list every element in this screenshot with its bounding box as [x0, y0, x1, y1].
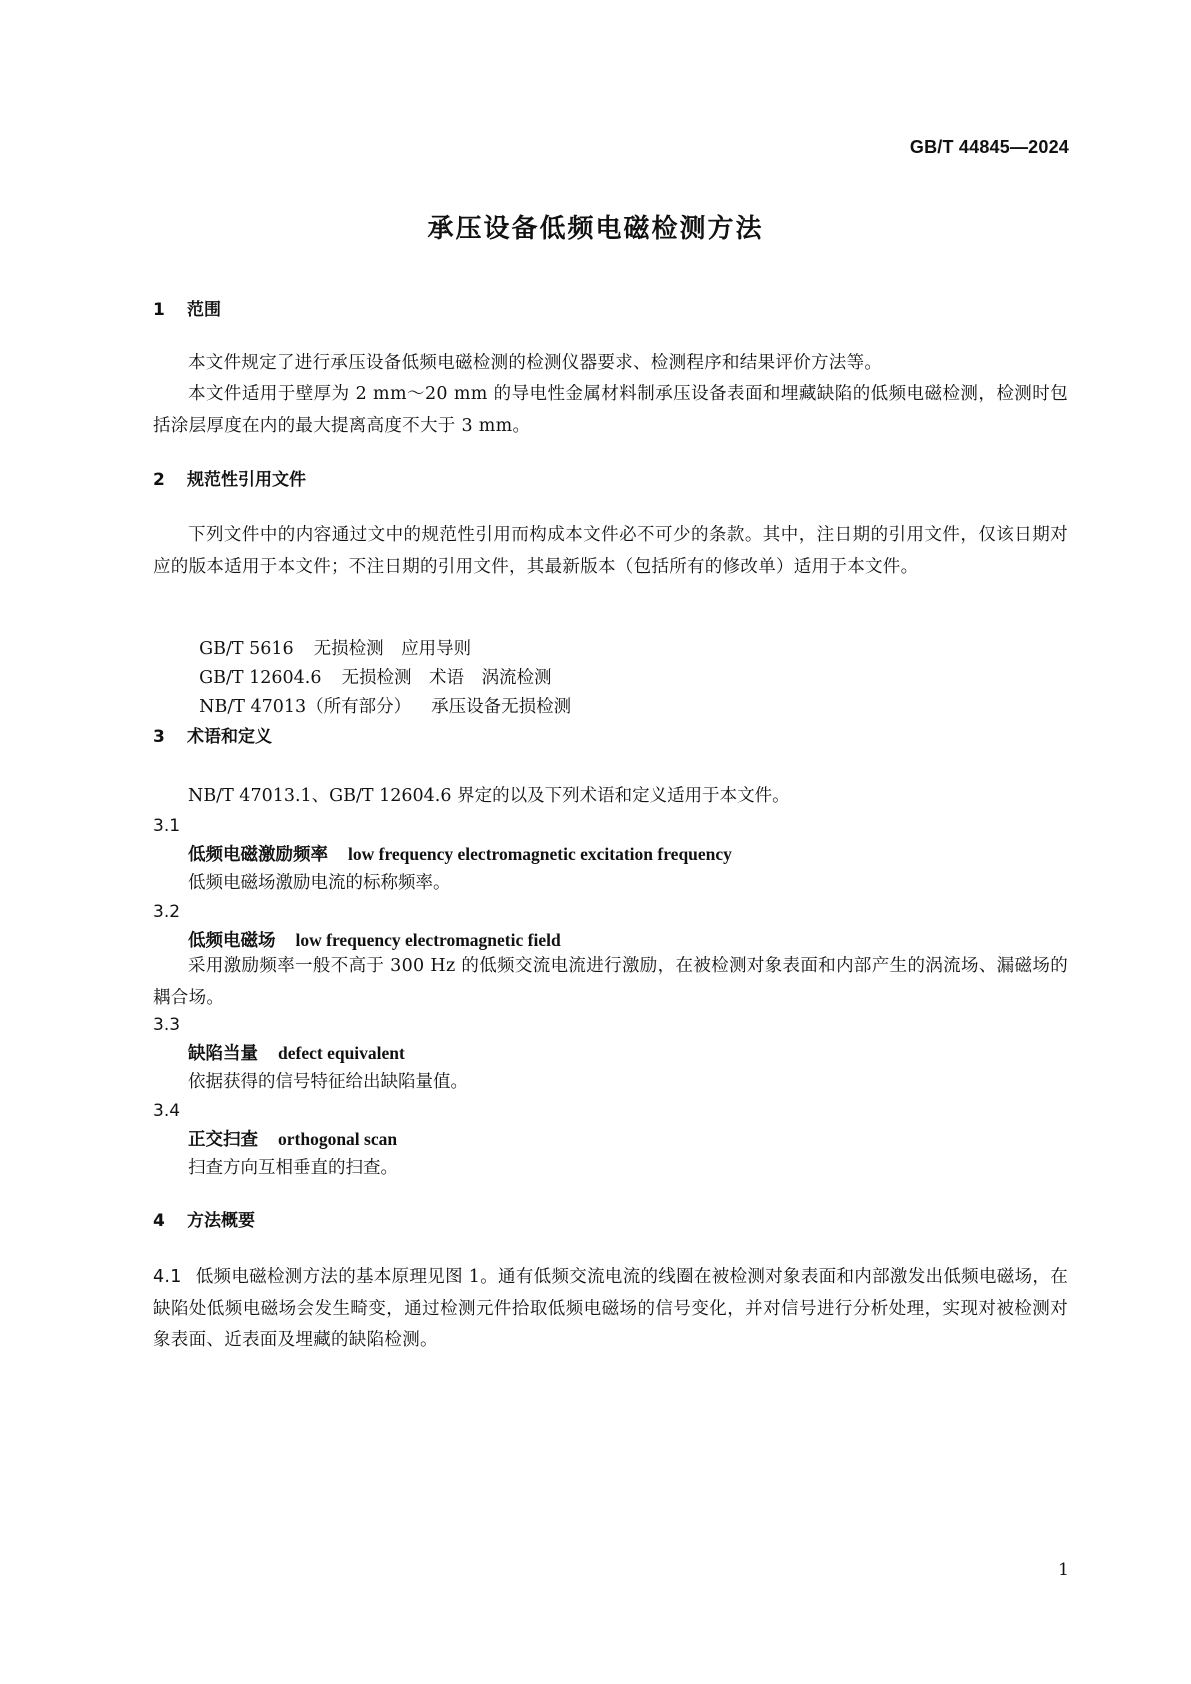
- scope-paragraph-1: 本文件规定了进行承压设备低频电磁检测的检测仪器要求、检测程序和结果评价方法等。: [188, 353, 883, 373]
- term-name-en: orthogonal scan: [278, 1129, 398, 1149]
- reference-code: NB/T 47013（所有部分）: [199, 697, 412, 717]
- page-number: 1: [1058, 1560, 1069, 1580]
- section-number: 1: [153, 300, 165, 320]
- term-name: [188, 928, 561, 953]
- reference-code: GB/T 12604.6: [199, 668, 322, 688]
- section-title: 规范性引用文件: [187, 470, 306, 490]
- section-number: 2: [153, 470, 165, 490]
- term-definition: 低频电磁场激励电流的标称频率。: [188, 873, 451, 893]
- section-number: 4: [153, 1211, 165, 1231]
- term-name-zh: 低频电磁场: [188, 931, 276, 951]
- section-4-heading: [153, 1209, 255, 1233]
- section-title: 术语和定义: [187, 727, 272, 747]
- section-1-heading: [153, 298, 221, 322]
- section-title: 方法概要: [187, 1211, 255, 1231]
- term-name: [188, 1127, 397, 1152]
- terms-intro: NB/T 47013.1、GB/T 12604.6 界定的以及下列术语和定义适用于本文件。: [188, 786, 790, 806]
- term-name-en: low frequency electromagnetic field: [295, 930, 561, 950]
- section-2-heading: [153, 468, 306, 492]
- clause-4-1: [153, 1262, 1068, 1357]
- section-3-heading: [153, 725, 272, 749]
- term-definition: 采用激励频率一般不高于 300 Hz 的低频交流电流进行激励，在被检测对象表面和内部产生的涡流场、漏磁场的耦合场。: [153, 956, 1068, 1008]
- term-name-zh: 低频电磁激励频率: [188, 845, 328, 865]
- section-title: 范围: [187, 300, 221, 320]
- normative-references-paragraph: 下列文件中的内容通过文中的规范性引用而构成本文件必不可少的条款。其中，注日期的引用文件，仅该日期对应的版本适用于本文件；不注日期的引用文件，其最新版本（包括所有的修改单）适用于本文件。: [153, 525, 1068, 577]
- standard-code: GB/T 44845—2024: [909, 137, 1069, 157]
- reference-title: 无损检测 术语 涡流检测: [341, 668, 552, 688]
- section-number: 3: [153, 727, 165, 747]
- term-name: [188, 842, 732, 867]
- term-name-zh: 缺陷当量: [188, 1044, 258, 1064]
- clause-text: 低频电磁检测方法的基本原理见图 1。通有低频交流电流的线圈在被检测对象表面和内部激发出低频电磁场，在缺陷处低频电磁场会发生畸变，通过检测元件拾取低频电磁场的信号变化，并对信号进行分析处理，实现对被检测对象表面、近表面及埋藏的缺陷检测。: [153, 1267, 1068, 1350]
- term-definition: 依据获得的信号特征给出缺陷量值。: [188, 1072, 468, 1092]
- term-name-en: low frequency electromagnetic excitation frequency: [348, 844, 732, 864]
- reference-item: [188, 671, 571, 719]
- reference-code: GB/T 5616: [199, 639, 294, 659]
- term-number: 3.1: [153, 816, 181, 836]
- term-number: 3.3: [153, 1015, 181, 1035]
- term-name-en: defect equivalent: [278, 1043, 405, 1063]
- term-definition: 扫查方向互相垂直的扫查。: [188, 1158, 398, 1178]
- scope-paragraph-2: 本文件适用于壁厚为 2 mm～20 mm 的导电性金属材料制承压设备表面和埋藏缺陷的低频电磁检测，检测时包括涂层厚度在内的最大提离高度不大于 3 mm。: [153, 384, 1068, 436]
- term-name-zh: 正交扫查: [188, 1130, 258, 1150]
- term-number: 3.2: [153, 902, 181, 922]
- reference-title: 无损检测 应用导则: [313, 639, 472, 659]
- term-number: 3.4: [153, 1101, 181, 1121]
- reference-title: 承压设备无损检测: [431, 697, 572, 717]
- clause-number: 4.1: [153, 1267, 182, 1287]
- document-title: 承压设备低频电磁检测方法: [427, 214, 764, 244]
- term-name: [188, 1041, 405, 1066]
